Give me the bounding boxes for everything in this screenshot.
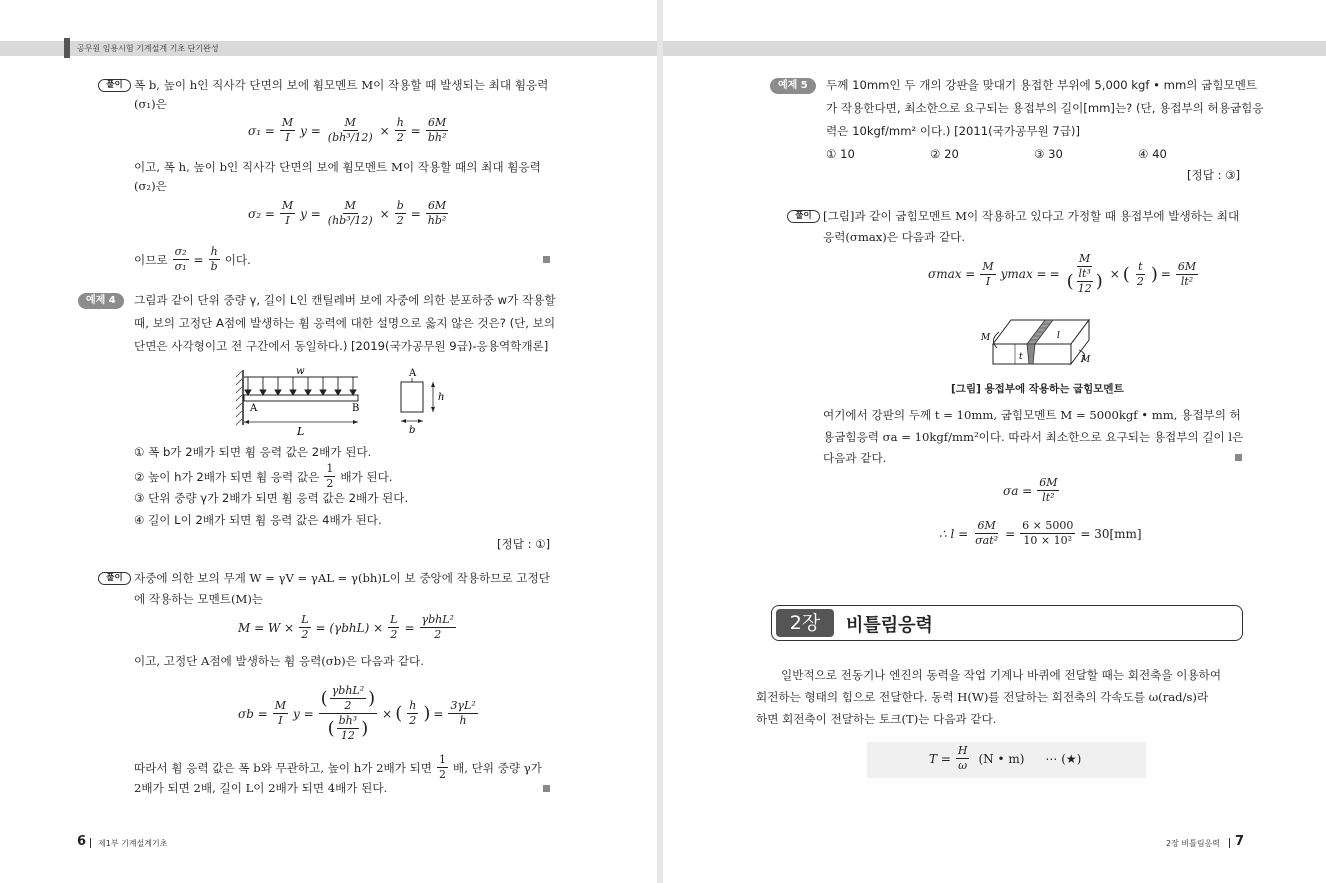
- sol2-line1: 자중에 의한 보의 무게 W = γV = γAL = γ(bh)L이 보 중앙에 작용하므로 고정단: [134, 571, 550, 585]
- numerator: H: [957, 744, 968, 757]
- solution-tag: 풀이: [787, 210, 820, 223]
- sol2-line2: 에 작용하는 모멘트(M)는: [134, 592, 264, 606]
- denominator: I: [285, 131, 290, 144]
- denominator: 2: [409, 714, 417, 727]
- denominator: 2: [439, 768, 446, 781]
- ex4-option-4: ④ 길이 L이 2배가 되면 휨 응력 값은 4배가 된다.: [134, 513, 382, 527]
- denominator: 2: [390, 628, 398, 641]
- end-mark: [1235, 454, 1242, 461]
- numerator: h: [409, 699, 417, 712]
- denominator: σat²: [975, 534, 999, 547]
- solution-tag: 풀이: [98, 79, 131, 92]
- eq-term: = (γbhL) ×: [315, 620, 384, 635]
- denominator: (bh³/12): [327, 131, 373, 144]
- fraction: [1176, 260, 1198, 289]
- eq-term: y =: [293, 706, 314, 721]
- ex5-option-1: ① 10: [826, 147, 855, 161]
- equation-marker: ⋯ (★): [1045, 751, 1082, 766]
- chapter-title: 비틀림응력: [846, 615, 933, 636]
- numerator: 1: [326, 462, 334, 475]
- equation-sigma2: [248, 199, 450, 228]
- equals-sign: =: [410, 123, 421, 138]
- distributed-load-arrows: [245, 377, 356, 395]
- fraction: [437, 753, 448, 782]
- fraction: [448, 699, 477, 728]
- fraction: [388, 613, 399, 642]
- fraction: [973, 519, 1000, 548]
- example-tag: 예제 5: [770, 78, 816, 94]
- ex4-option-3: ③ 단위 중량 γ가 2배가 되면 휨 응력 값은 2배가 된다.: [134, 491, 409, 505]
- numerator: bh³: [338, 714, 358, 727]
- numerator: γbhL²: [421, 613, 454, 626]
- ex4-line1: 그림과 같이 단위 중량 γ, 길이 L인 캔틸레버 보에 자중에 의한 분포하중 w가 작용할: [134, 293, 556, 307]
- sol-line4: 용굽힘응력 σa = 10kgf/mm²이다. 따라서 최소한으로 요구되는 용접부의 길이 l은: [823, 430, 1244, 444]
- ex5-answer: [정답 : ③]: [1187, 168, 1241, 182]
- fraction: [299, 613, 310, 642]
- eq-lhs: σb =: [238, 706, 268, 721]
- denominator: 2: [434, 628, 442, 641]
- fraction: [1020, 519, 1075, 548]
- numerator: 6M: [1039, 476, 1058, 489]
- numerator: lt³: [1078, 267, 1091, 280]
- numerator: M: [1079, 252, 1091, 265]
- sol1-line2: (σ₁)은: [134, 97, 167, 111]
- equation-sigma-a: [1003, 476, 1061, 505]
- text: 이므로: [134, 252, 168, 267]
- footer-title: 제1부 기계설계기초: [98, 839, 168, 848]
- unit: (N • m): [978, 751, 1025, 766]
- fraction: [337, 714, 360, 743]
- fraction: [980, 260, 995, 289]
- header-band: [663, 41, 1326, 56]
- denominator: ω: [958, 759, 968, 772]
- fraction: [395, 116, 406, 145]
- text: 이다.: [224, 252, 251, 267]
- equation-moment: [238, 613, 458, 642]
- fraction: [420, 613, 456, 642]
- denominator: 10 × 10²: [1023, 534, 1073, 547]
- denominator: 2: [344, 699, 352, 712]
- text: 배가 된다.: [340, 469, 393, 484]
- compound-denominator: ( $\frac{\text{bh³}}{12}$ ): [327, 714, 369, 742]
- eq-term: y =: [300, 206, 321, 221]
- page-number: 6: [77, 834, 87, 849]
- sol-line1: [그림]과 같이 굽힘모멘트 M이 작용하고 있다고 가정할 때 용접부에 발생하는 최대: [823, 209, 1240, 223]
- denominator: (hb³/12): [327, 214, 373, 227]
- ex5-line3: 력은 10kgf/mm² 이다.) [2011(국가공무원 7급)]: [826, 124, 1080, 138]
- label-l: l: [1057, 331, 1060, 341]
- page-number: 7: [1235, 834, 1245, 849]
- header-marker: [64, 38, 70, 58]
- fraction: [273, 699, 288, 728]
- times-sign: ×: [379, 206, 390, 221]
- fraction: [173, 245, 189, 274]
- denominator: 2: [301, 628, 309, 641]
- eq-lhs: σa =: [1003, 483, 1033, 498]
- fraction: [956, 744, 970, 773]
- denominator: hb²: [427, 214, 447, 227]
- eq-term: ymax =: [1000, 267, 1047, 281]
- equation-length: [939, 519, 1142, 548]
- label-A: A: [250, 403, 258, 414]
- compound-numerator: ( $\frac{\text{γbhL²}}{2}$ ): [320, 684, 376, 712]
- numerator: L: [390, 613, 398, 626]
- numerator: 6M: [1177, 259, 1197, 273]
- solution-tag: 풀이: [98, 572, 131, 585]
- figure-caption: [그림] 용접부에 작용하는 굽힘모멘트: [951, 383, 1124, 395]
- label-w: w: [296, 366, 305, 377]
- fraction: [330, 684, 366, 713]
- numerator: γbhL²: [331, 684, 365, 697]
- numerator: M: [982, 259, 994, 273]
- numerator: h: [396, 116, 404, 129]
- end-mark: [543, 256, 550, 263]
- text: 배, 단위 중량 γ가: [453, 760, 542, 775]
- eq-lhs: ∴ l =: [939, 526, 969, 541]
- equation-sigma1: [248, 116, 450, 145]
- label-A-section: A: [409, 368, 417, 379]
- fraction: [1135, 260, 1146, 289]
- cross-section: [401, 382, 423, 412]
- numerator: 6M: [427, 116, 447, 129]
- numerator: M: [344, 199, 356, 212]
- weld-bending-figure: [981, 314, 1101, 376]
- fraction: [209, 245, 220, 274]
- torque-formula: [929, 744, 1081, 773]
- equals-sign: =: [1160, 267, 1171, 281]
- times-sign: ×: [379, 123, 390, 138]
- denominator: b: [210, 260, 218, 273]
- numerator: 3γL²: [450, 699, 476, 712]
- denominator: 2: [1136, 274, 1144, 288]
- eq-lhs: σ₂ =: [248, 206, 275, 221]
- eq-lhs: T =: [929, 751, 951, 766]
- times-sign: ×: [1109, 267, 1120, 281]
- fraction: [280, 199, 295, 228]
- numerator: M: [344, 116, 356, 129]
- equals-sign: =: [1049, 267, 1060, 281]
- torque-formula-box: [867, 742, 1146, 778]
- body-line2: 회전하는 형태의 힘으로 전달한다. 동력 H(W)를 전달하는 회전축의 각속도를 ω(rad/s)라: [756, 690, 1209, 704]
- fraction: [326, 116, 375, 145]
- numerator: 6 × 5000: [1022, 519, 1074, 532]
- chapter-number: 2장: [776, 609, 834, 637]
- beam: [244, 395, 358, 401]
- sol-line2: 응력(σmax)은 다음과 같다.: [823, 230, 966, 244]
- numerator: t: [1138, 259, 1143, 273]
- denominator: 2: [396, 214, 404, 227]
- numerator: σ₂: [174, 245, 187, 258]
- equation-sigma-b: σb = $\frac{M}{I}$ y = ( $\frac{\text{γbhL²}}{2}$ ) ( $\frac{\text{bh³}}{12}$ ) × ( $\frac{h}{2}$ ) = $\frac{\text{3γL²}}{h}$: [238, 684, 476, 742]
- ex5-option-4: ④ 40: [1138, 147, 1167, 161]
- equals-sign: =: [410, 206, 421, 221]
- footer-title: 2장 비틀림응력: [1166, 839, 1221, 848]
- numerator: 6M: [977, 519, 996, 532]
- ex5-line1: 두께 10mm인 두 개의 강판을 맞대기 용접한 부위에 5,000 kgf • mm의 굽힘모멘트: [826, 78, 1258, 92]
- numerator: 6M: [427, 199, 447, 212]
- denominator: 12: [340, 729, 355, 742]
- denominator: lt²: [1180, 274, 1194, 288]
- fraction: [426, 116, 449, 145]
- numerator: M: [281, 199, 294, 212]
- sol-line5: 다음과 같다.: [823, 451, 887, 465]
- sol1-line1: 폭 b, 높이 h인 직사각 단면의 보에 휨모멘트 M이 작용할 때 발생되는 최대 휨응력: [134, 78, 549, 92]
- sol2-line5: 2배가 되면 2배, 길이 L이 2배가 되면 4배가 된다.: [134, 781, 388, 795]
- denominator: 2: [326, 477, 334, 490]
- end-mark: [543, 785, 550, 792]
- running-head: 공무원 임용시험 기계설계 기초 단기완성: [77, 44, 219, 53]
- numerator: M: [281, 116, 294, 129]
- eq-term: y =: [300, 123, 321, 138]
- label-t: t: [1019, 352, 1023, 362]
- ex4-option-1: ① 폭 b가 2배가 되면 휨 응력 값은 2배가 된다.: [134, 445, 372, 459]
- ex5-line2: 가 작용한다면, 최소한으로 요구되는 용접부의 길이[mm]는? (단, 용접부의 허용굽힘응: [826, 101, 1264, 115]
- body-line1: 일반적으로 전동기나 엔진의 동력을 작업 기계나 바퀴에 전달할 때는 회전축을 이용하여: [781, 668, 1222, 682]
- ex5-option-3: ③ 30: [1034, 147, 1063, 161]
- eq-lhs: σ₁ =: [248, 123, 275, 138]
- denominator: I: [985, 274, 991, 288]
- label-h: h: [438, 392, 445, 403]
- fraction: [426, 199, 449, 228]
- right-page: [663, 0, 1326, 883]
- ex4-line2: 때, 보의 고정단 A점에 발생하는 휨 응력에 대한 설명으로 옳지 않은 것은? (단, 보의: [134, 316, 556, 330]
- denominator: bh²: [427, 131, 447, 144]
- compound-fraction: [319, 684, 377, 743]
- equation-sigma-max: σmax = $\frac{M}{I}$ ymax = = M ( $\frac{\text{lt³}}{12}$ ) × ( $\frac{t}{2}$ ) = $\frac{6M}{\text{lt²}}$: [928, 252, 1197, 295]
- equals-sign: =: [1005, 526, 1016, 541]
- sol-line3: 여기에서 강판의 두께 t = 10mm, 굽힘모멘트 M = 5000kgf • mm, 용접부의 허: [823, 408, 1241, 422]
- sol2-line3: 이고, 고정단 A점에 발생하는 휨 응력(σb)은 다음과 같다.: [134, 654, 424, 668]
- numerator: M: [274, 699, 287, 712]
- compound-denominator: ( $\frac{\text{lt³}}{12}$ ): [1066, 267, 1103, 295]
- label-L: L: [297, 425, 305, 437]
- label-b: b: [409, 425, 416, 436]
- example-tag: 예제 4: [78, 293, 124, 309]
- denominator: I: [285, 214, 290, 227]
- fraction: [280, 116, 295, 145]
- fraction: [395, 199, 406, 228]
- sol1-line4: (σ₂)은: [134, 179, 167, 193]
- denominator: I: [278, 714, 283, 727]
- fraction: [326, 199, 375, 228]
- text: ② 높이 h가 2배가 되면 휨 응력 값은: [134, 469, 320, 484]
- eq-lhs: σmax =: [928, 267, 976, 281]
- fraction: [1076, 267, 1094, 296]
- cantilever-beam-figure: [236, 365, 452, 437]
- denominator: 12: [1077, 282, 1092, 295]
- compound-fraction: [1065, 252, 1105, 296]
- fraction: [1037, 476, 1059, 505]
- text: 따라서 휨 응력 값은 폭 b와 무관하고, 높이 h가 2배가 되면: [134, 760, 432, 775]
- footer-divider: [1229, 838, 1230, 848]
- numerator: h: [210, 245, 218, 258]
- conclusion-line: [134, 245, 251, 274]
- label-M-left: M: [981, 333, 991, 343]
- equals-sign: =: [433, 706, 444, 721]
- eq-lhs: M = W ×: [238, 620, 295, 635]
- denominator: lt²: [1042, 491, 1055, 504]
- times-sign: ×: [382, 706, 393, 721]
- left-page: [0, 0, 657, 883]
- ex5-option-2: ② 20: [930, 147, 959, 161]
- numerator: L: [301, 613, 309, 626]
- equals-sign: =: [193, 252, 204, 267]
- fraction: [407, 699, 418, 728]
- footer-divider: [90, 838, 91, 848]
- ex4-line3: 단면은 사각형이고 전 구간에서 동일하다.) [2019(국가공무원 9급)-응용역학개론]: [134, 339, 549, 353]
- sol1-line3: 이고, 폭 h, 높이 b인 직사각 단면의 보에 휨모멘트 M이 작용할 때의 최대 휨응력: [134, 160, 541, 174]
- equals-sign: =: [404, 620, 415, 635]
- label-M-right: M: [1081, 355, 1091, 365]
- denominator: h: [459, 714, 467, 727]
- fixed-support-hatch: [236, 370, 243, 425]
- denominator: 2: [396, 131, 404, 144]
- eq-rhs: = 30[mm]: [1080, 526, 1142, 541]
- label-B: B: [352, 403, 360, 414]
- numerator: 1: [439, 753, 446, 766]
- numerator: b: [396, 199, 404, 212]
- denominator: σ₁: [174, 260, 187, 273]
- body-line3: 하면 회전축이 전달하는 토크(T)는 다음과 같다.: [756, 712, 997, 726]
- chapter-heading: [771, 605, 1243, 641]
- ex4-answer: [정답 : ①]: [497, 537, 551, 551]
